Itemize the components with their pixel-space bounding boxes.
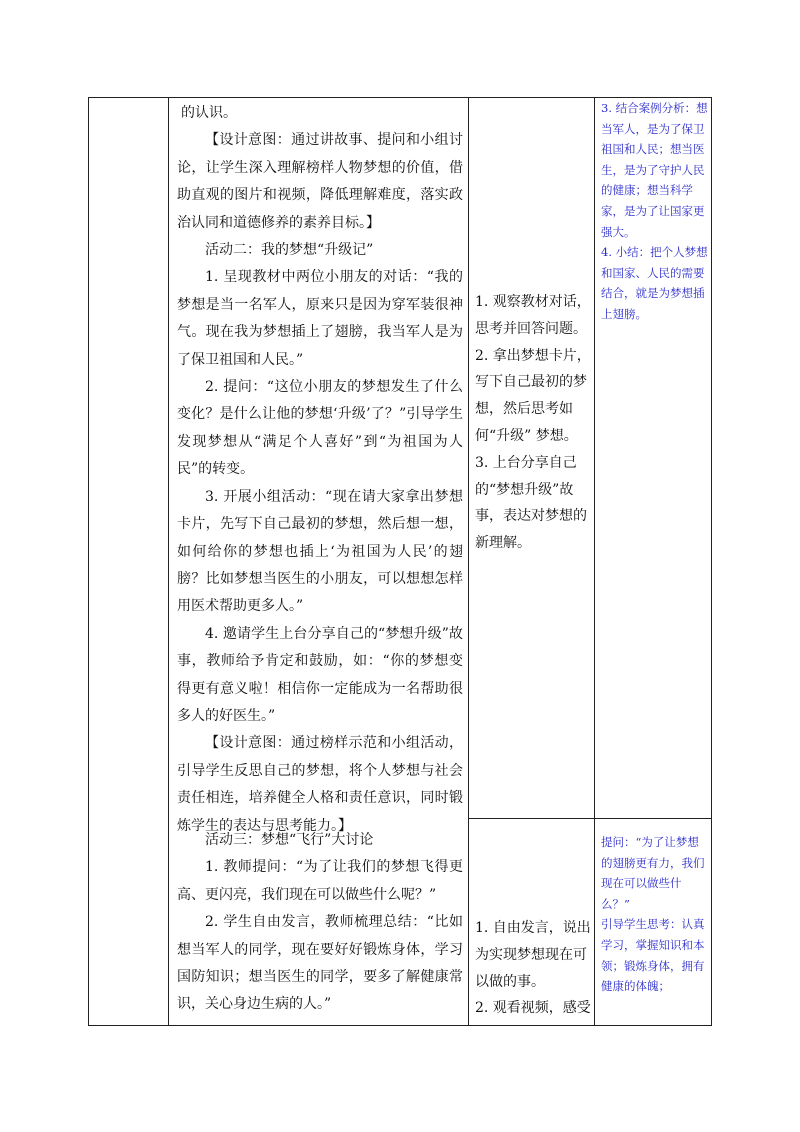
column-divider (168, 98, 169, 1025)
activity-item: 2. 观看视频，感受 (475, 1000, 591, 1017)
design-intent-paragraph: 【设计意图：通过榜样示范和小组活动，引导学生反思自己的梦想，将个人梦想与社会责任相连，培养健全人格和责任意识，同时锻炼学生的表达与思考能力。】 (177, 735, 463, 834)
activity-item: 1. 自由发言，说出为实现梦想现在可以做的事。 (475, 920, 591, 990)
activity-item: 1. 观察教材对话，思考并回答问题。 (475, 294, 591, 337)
activity-heading: 活动三：梦想“飞行”大讨论 (205, 832, 374, 848)
content-paragraph: 1. 教师提问：“为了让我们的梦想飞得更高、更闪亮，我们现在可以做些什么呢？” (177, 859, 463, 903)
activity-item: 2. 拿出梦想卡片，写下自己最初的梦想，然后思考如何“升级” 梦想。 (475, 347, 591, 444)
notes-part2 (601, 832, 709, 997)
content-part1 (177, 100, 463, 840)
activity-heading: 活动二：我的梦想“升级记” (205, 242, 374, 259)
content-paragraph: 2. 学生自由发言，教师梳理总结：“比如想当军人的同学，现在要好好锻炼身体，学习国防知识；想当医生的同学，要多了解健康常识，关心身边生病的人。” (177, 914, 463, 1013)
activity-part2 (475, 915, 591, 1022)
column-divider (468, 98, 469, 1025)
content-paragraph: 2. 提问：“这位小朋友的梦想发生了什么变化？是什么让他的梦想‘升级’了？”引导学生发现梦想从“满足个人喜好”到“为祖国为人民”的转变。 (177, 379, 463, 478)
activity-part1 (475, 289, 591, 557)
content-paragraph: 的认识。 (181, 105, 237, 121)
note-item: 引导学生思考：认真学习，掌握知识和本领；锻炼身体，拥有健康的体魄； (601, 917, 705, 994)
design-intent-paragraph: 【设计意图：通过讲故事、提问和小组讨论，让学生深入理解榜样人物梦想的价值，借助直观的图片和视频，降低理解难度，落实政治认同和道德修养的素养目标。】 (177, 132, 463, 231)
column-divider (594, 98, 595, 1025)
note-item: 提问：“为了让梦想的翅膀更有力，我们现在可以做些什么？” (601, 835, 705, 911)
note-item: 4. 小结：把个人梦想和国家、人民的需要结合，就是为梦想插上翅膀。 (601, 245, 708, 321)
lesson-plan-table (88, 97, 712, 1026)
note-item: 3. 结合案例分析：想当军人，是为了保卫祖国和人民；想当医生，是为了守护人民的健康；想当科学家，是为了让国家更强大。 (601, 101, 708, 239)
content-paragraph: 3. 开展小组活动：“现在请大家拿出梦想卡片，先写下自己最初的梦想，然后想一想，如何给你的梦想也插上‘为祖国为人民’的翅膀？比如梦想当医生的小朋友，可以想想怎样用医术帮助更多人。” (177, 488, 463, 615)
activity-item: 3. 上台分享自己的“梦想升级”故事，表达对梦想的新理解。 (475, 454, 587, 552)
notes-part1 (601, 98, 709, 325)
content-part2 (177, 827, 463, 1019)
content-paragraph: 4. 邀请学生上台分享自己的“梦想升级”故事，教师给予肯定和鼓励，如：“你的梦想变得更有意义啦！相信你一定能成为一名帮助很多人的好医生。” (177, 625, 463, 724)
row-divider (469, 818, 712, 819)
content-paragraph: 1. 呈现教材中两位小朋友的对话：“我的梦想是当一名军人，原来只是因为穿军装很神气。现在我为梦想插上了翅膀，我当军人是为了保卫祖国和人民。” (177, 269, 463, 368)
